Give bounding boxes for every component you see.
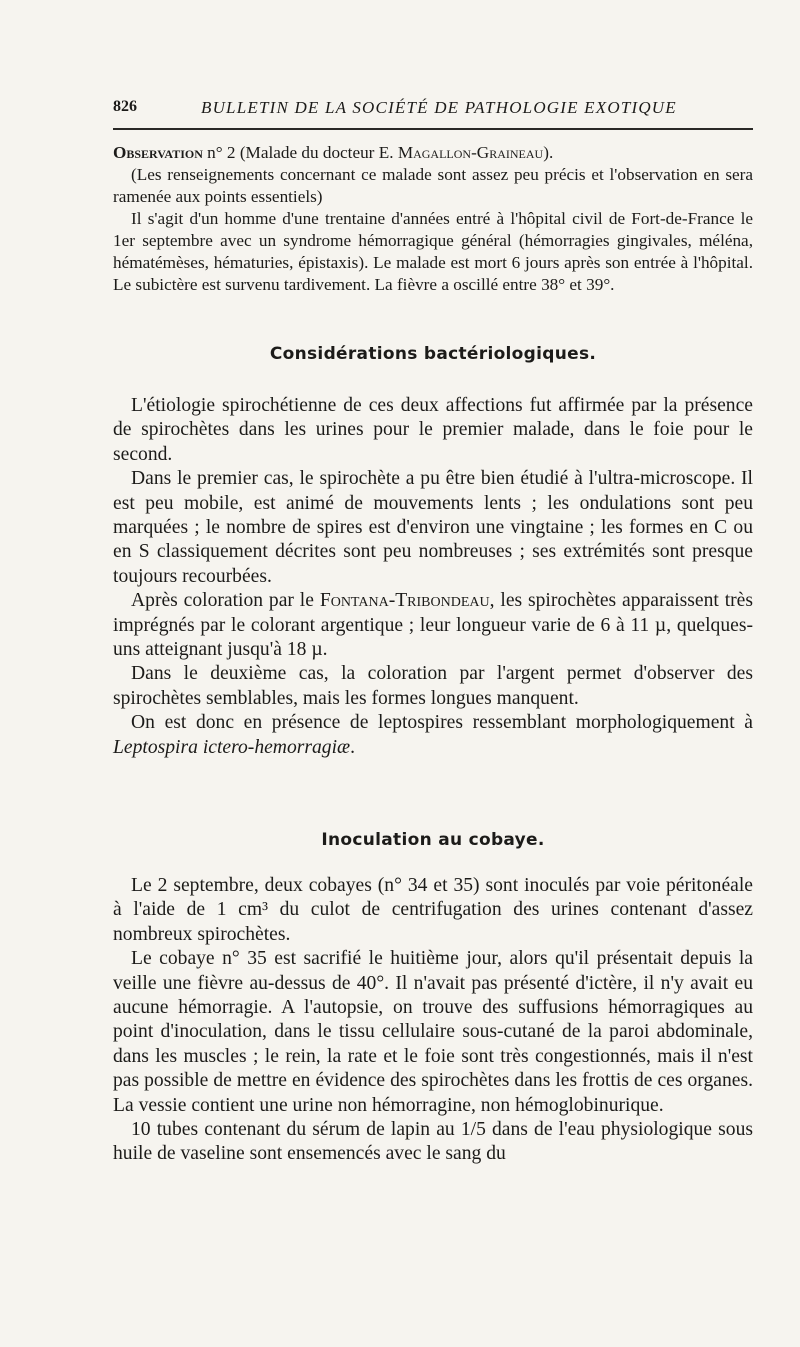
page-number: 826 [113,98,137,115]
observation-close: ). [543,143,554,162]
bacteriology-p5-start: On est donc en présence de leptospires ressemblant morphologiquement à [131,712,753,734]
observation-number: n° 2 [207,143,236,162]
section-heading-bacteriology: Considérations bactériologiques. [269,344,597,364]
bacteriology-paragraph-2: Dans le premier cas, le spirochète a pu être bien étudié à l'ultra-microscope. Il est peu mobile, est animé de mouvements lents ; les ondulations sont peu marquées ; le nombre de spires est d'environ une vingtaine ; les formes en C ou en S classiquement décrites sont peu nombreuses ; ses extrémités sont presque toujours recourbées. [113,468,753,587]
bacteriology-p3-start: Après coloration par le [131,590,314,612]
observation-title-rest: (Malade du docteur E. [239,143,394,162]
bacteriology-paragraph-5 [113,711,753,760]
bacteriology-p5-end: . [350,736,356,758]
observation-block [113,142,753,296]
inoculation-block [113,874,753,1167]
bacteriology-p3-end: , les spirochètes apparaissent très imprégnés par le colorant argentique ; leur longueur varie de 6 à 11 µ, quelques-uns atteignant jusqu'à 18 µ. [113,590,753,661]
inoculation-paragraph-2: Le cobaye n° 35 est sacrifié le huitième jour, alors qu'il présentait depuis la veille une fièvre au-dessus de 40°. Il n'avait pas présenté d'ictère, il n'y avait eu aucune hémorragie. A l'autopsie, on trouve des suffusions hémorragiques au point d'inoculation, dans le tissu cellulaire sous-cutané de la paroi abdominale, dans les muscles ; le rein, la rate et le foie sont très congestionnés, mais il n'est pas possible de mettre en évidence des spirochètes dans les frottis de ces organes. La vessie contient une urine non hémorragine, non hémoglobinurique. [113,948,753,1116]
observation-doctor: Magallon-Graineau [397,143,544,162]
page-header [113,98,753,124]
header-rule [113,128,753,130]
section-heading-inoculation: Inoculation au cobaye. [321,830,545,850]
inoculation-paragraph-3: 10 tubes contenant du sérum de lapin au 1/5 dans de l'eau physiologique sous huile de vaseline sont ensemencés avec le sang du [113,1119,753,1165]
bacteriology-paragraph-3 [113,589,753,662]
inoculation-paragraph-1: Le 2 septembre, deux cobayes (n° 34 et 35) sont inoculés par voie péritonéale à l'aide de 1 cm³ du culot de centrifugation des urines contenant d'assez nombreux spirochètes. [113,875,753,945]
bacteriology-paragraph-4: Dans le deuxième cas, la coloration par l'argent permet d'observer des spirochètes semblables, mais les formes longues manquent. [113,663,753,709]
observation-paragraph-2: Il s'agit d'un homme d'une trentaine d'années entré à l'hôpital civil de Fort-de-France le 1er septembre avec un syndrome hémorragique général (hémorragies gingivales, méléna, hématémèses, hématuries, épistaxis). Le malade est mort 6 jours après son entrée à l'hôpital. Le subictère est survenu tardivement. La fièvre a oscillé entre 38° et 39°. [113,209,753,294]
bacteriology-paragraph-1: L'étiologie spirochétienne de ces deux affections fut affirmée par la présence de spirochètes dans les urines pour le premier malade, dans le foie pour le second. [113,395,753,465]
observation-paragraph-1: (Les renseignements concernant ce malade sont assez peu précis et l'observation en sera ramenée aux points essentiels) [113,165,753,206]
bacteriology-block [113,394,753,760]
observation-label: Observation [113,143,203,162]
stain-method-name: Fontana-Tribondeau [319,590,490,612]
running-title: BULLETIN DE LA SOCIÉTÉ DE PATHOLOGIE EXOTIQUE [201,98,677,117]
observation-title [113,142,753,164]
species-name: Leptospira ictero-hemorragiæ [113,736,351,758]
